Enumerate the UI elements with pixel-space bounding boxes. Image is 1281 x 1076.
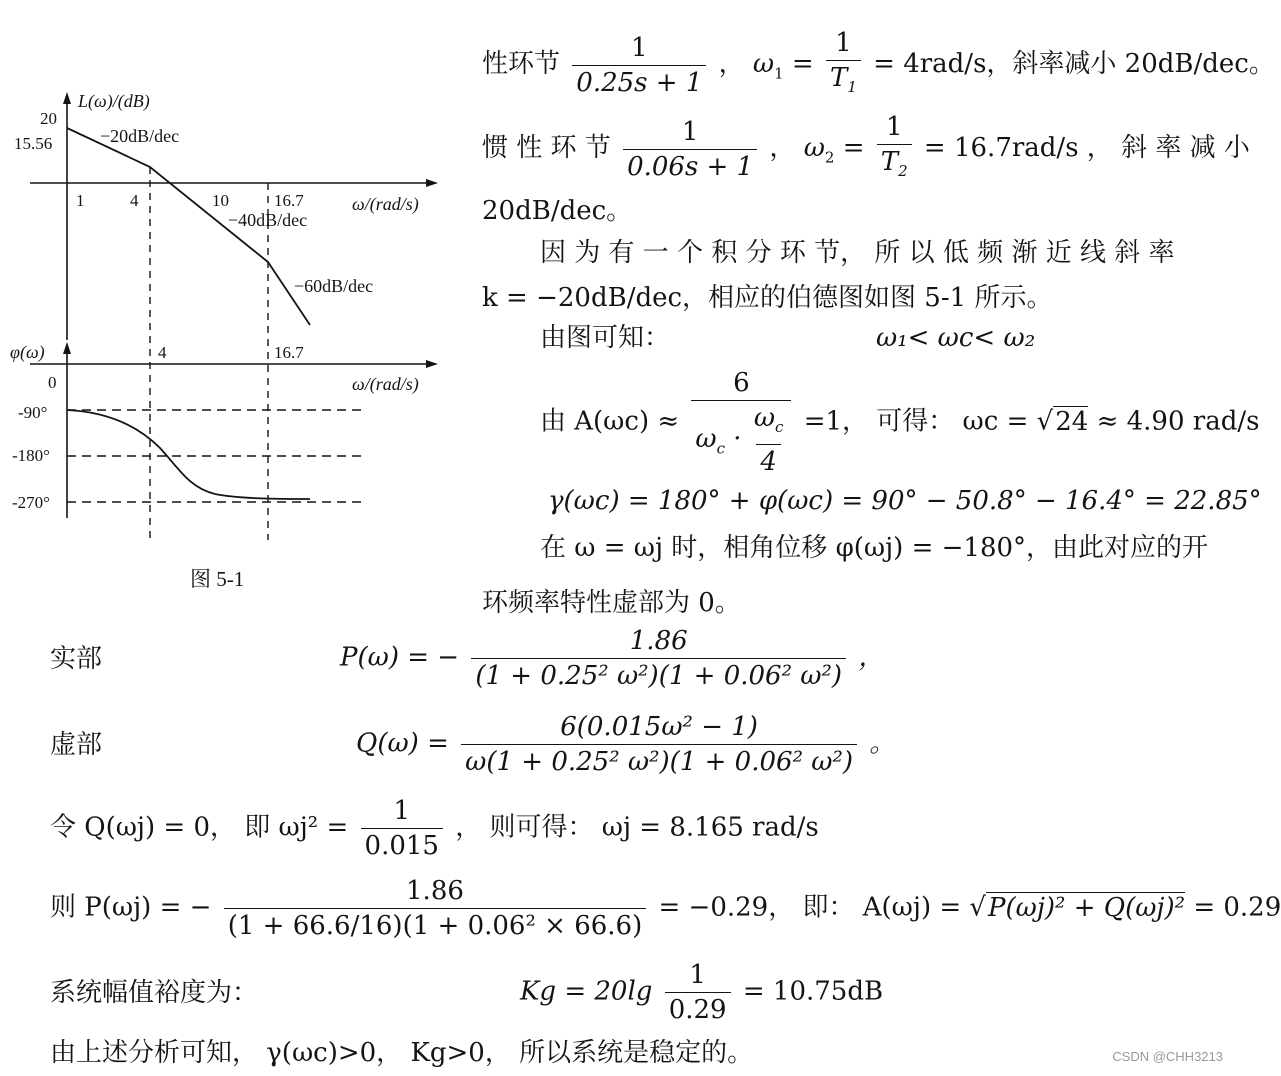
line-8: γ(ωc) = 180° + φ(ωc) = 90° − 50.8° − 16.4° = 22.85° (548, 486, 1262, 516)
frac-T2: $\frac{1}{T_2}$ (877, 112, 912, 186)
mag-tick-15: 15.56 (14, 134, 53, 153)
line-2: 惯 性 环 节 $\frac{1}{0.06s + 1}$ ， $\omega_2$ = $\frac{1}{T_2}$ = 16.7rad/s ， 斜 率 减 小 (482, 112, 1250, 186)
slope-label-20: −20dB/dec (100, 126, 180, 146)
line-9: 在 ω = ωj 时，相角位移 φ(ωj) = −180°，由此对应的开 (540, 533, 1209, 563)
phase-tick-90: -90° (18, 403, 48, 422)
phase-tick-0: 0 (48, 373, 57, 392)
mag-x-arrow (426, 179, 438, 187)
frac-15: $\frac{1}{0.29}$ (665, 960, 731, 1025)
imag-equation: Q(ω) = $\frac{\text{6(0.015ω² − 1)}}{\text{ω(1 + 0.25² ω²)(1 + 0.06² ω²)}}$ 。 (356, 712, 896, 777)
freq-axis-label-bottom: ω/(rad/s) (352, 374, 419, 394)
frac-imag: $\frac{\text{6(0.015ω² − 1)}}{\text{ω(1 + 0.25² ω²)(1 + 0.06² ω²)}}$ (461, 712, 857, 777)
mag-y-arrow (63, 92, 71, 104)
phase-y-arrow (63, 342, 71, 354)
frac-real: $\frac{1.86}{\text{(1 + 0.25² ω²)(1 + 0.06² ω²)}}$ (471, 626, 846, 691)
phase-xtick-4: 4 (158, 343, 167, 362)
imag-label: 虚部 (50, 730, 103, 760)
mag-xtick-1: 1 (76, 191, 85, 210)
watermark: CSDN @CHH3213 (1112, 1049, 1223, 1064)
figure-caption: 图 5-1 (190, 567, 245, 591)
phase-xtick-16: 16.7 (274, 343, 304, 362)
line-15b: Kg = 20lg $\frac{1}{0.29}$ = 10.75dB (520, 960, 884, 1025)
frac-1: $\frac{1}{0.25s + 1}$ (572, 33, 706, 98)
bode-figure (0, 0, 460, 600)
frac-T1: $\frac{1}{T_1}$ (826, 28, 861, 102)
line-16: 由上述分析可知， γ(ωc)>0， Kg>0， 所以系统是稳定的。 (50, 1038, 754, 1068)
phase-tick-270: -270° (12, 493, 50, 512)
phase-curve (67, 410, 310, 499)
mag-xtick-4: 4 (130, 191, 139, 210)
phase-tick-180: -180° (12, 446, 50, 465)
line-6b: ω₁< ωc< ω₂ (876, 323, 1036, 353)
real-equation: P(ω) = − $\frac{1.86}{\text{(1 + 0.25² ω²)(1 + 0.06² ω²)}}$ ， (340, 626, 885, 691)
frac-13: $\frac{1}{0.015}$ (361, 796, 443, 861)
phase-axis-label: φ(ω) (10, 342, 45, 362)
real-label: 实部 (50, 644, 103, 674)
freq-axis-label-top: ω/(rad/s) (352, 194, 419, 214)
line-5: k = −20dB/dec，相应的伯德图如图 5-1 所示。 (482, 283, 1053, 313)
line-10: 环频率特性虚部为 0。 (482, 588, 741, 618)
line-4: 因 为 有 一 个 积 分 环 节， 所 以 低 频 渐 近 线 斜 率 (540, 238, 1175, 268)
frac-7: 6 $\omega_c$ · $\frac{\omega_c}{4}$ (691, 368, 791, 477)
slope-label-40: −40dB/dec (228, 210, 308, 230)
line-7: 由 A(ωc) ≈ 6 $\omega_c$ · $\frac{\omega_c}{4}$ =1， 可得： ωc = √24 ≈ 4.90 rad/s (540, 368, 1260, 478)
line-1: 性环节 $\frac{1}{0.25s + 1}$ ， $\omega_1$ = $\frac{1}{T_1}$ = 4rad/s，斜率减小 20dB/dec。 (482, 28, 1275, 102)
mag-axis-label: L(ω)/(dB) (78, 91, 150, 111)
mag-xtick-16: 16.7 (274, 191, 304, 210)
line-6a: 由图可知： (540, 323, 671, 353)
line-13: 令 Q(ωj) = 0， 即 ωj² = $\frac{1}{0.015}$ ， 则可得： ωj = 8.165 rad/s (50, 796, 819, 861)
mag-xtick-10: 10 (212, 191, 229, 210)
slope-label-60: −60dB/dec (294, 276, 374, 296)
line-15a: 系统幅值裕度为： (50, 978, 259, 1008)
frac-2: $\frac{1}{0.06s + 1}$ (623, 117, 757, 182)
line-3: 20dB/dec。 (482, 196, 633, 226)
frac-14: $\frac{1.86}{\text{(1 + 66.6/16)(1 + 0.06² × 66.6)}}$ (224, 876, 647, 941)
mag-tick-20: 20 (40, 109, 57, 128)
line-14: 则 P(ωj) = − $\frac{1.86}{\text{(1 + 66.6/16)(1 + 0.06² × 66.6)}}$ = −0.29， 即： A(ωj) = √P(ωj)² + Q(ωj)² = 0.29 (50, 876, 1281, 941)
phase-x-arrow (426, 360, 438, 368)
